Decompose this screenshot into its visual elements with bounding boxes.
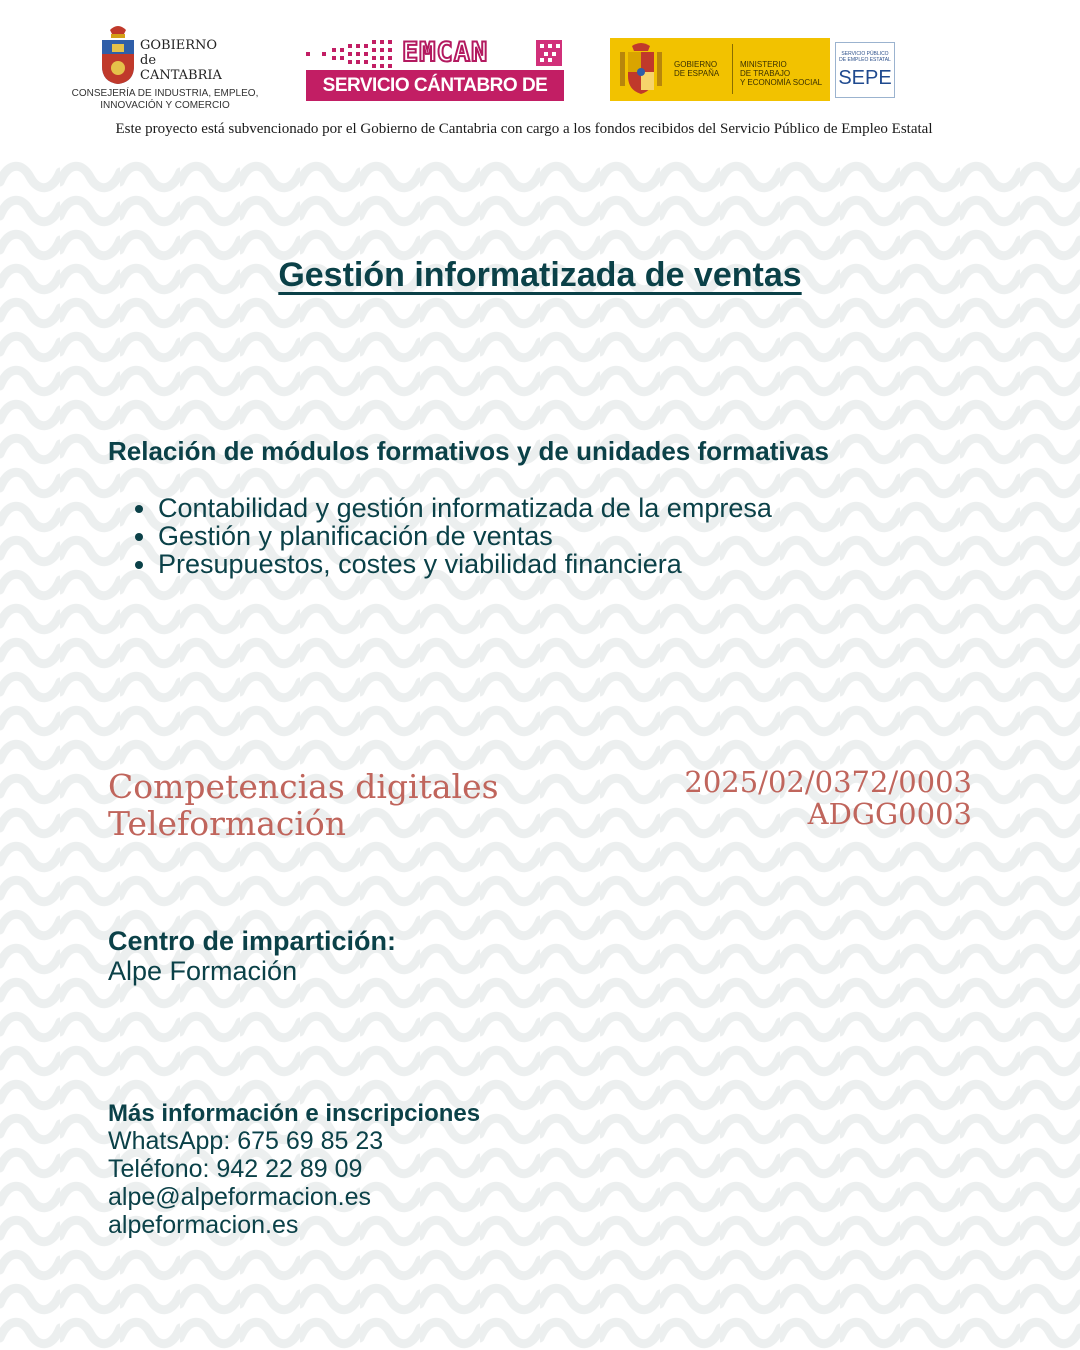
contact-website: alpeformacion.es xyxy=(108,1211,299,1239)
gobierno-espana-text xyxy=(674,60,719,78)
spain-coat-of-arms-icon xyxy=(618,42,664,96)
ministerio-line2: DE TRABAJO xyxy=(740,69,791,78)
sepe-small-text xyxy=(839,51,891,63)
emcan-logo xyxy=(306,37,564,127)
ministerio-text xyxy=(740,60,822,87)
cantabria-line3: CANTABRIA xyxy=(140,68,222,83)
module-item: • Contabilidad y gestión informatizada de la empresa xyxy=(158,494,772,522)
cantabria-text xyxy=(140,38,222,83)
logo-divider xyxy=(732,44,733,94)
course-category-block xyxy=(108,768,499,842)
consejeria-line1: CONSEJERÍA DE INDUSTRIA, EMPLEO, xyxy=(71,88,259,99)
gobierno-espana-line1: GOBIERNO xyxy=(674,60,718,69)
contact-whatsapp: WhatsApp: 675 69 85 23 xyxy=(108,1127,384,1155)
centre-heading: Centro de impartición: xyxy=(108,926,397,956)
contact-phone: Teléfono: 942 22 89 09 xyxy=(108,1155,363,1183)
contact-heading: Más información e inscripciones xyxy=(108,1100,481,1127)
course-code: ADGG0003 xyxy=(807,797,972,831)
logo-header xyxy=(0,0,1080,160)
ministerio-line1: MINISTERIO xyxy=(740,60,787,69)
course-codes-block xyxy=(684,766,972,830)
cantabria-line2: de xyxy=(140,53,157,68)
expedient-number: 2025/02/0372/0003 xyxy=(684,765,972,799)
cantabria-line1: GOBIERNO xyxy=(140,38,218,53)
sepe-wordmark: SEPE xyxy=(838,67,892,89)
contact-block xyxy=(108,1127,383,1239)
cantabria-shield-icon xyxy=(100,22,136,86)
course-title: Gestión informatizada de ventas xyxy=(278,256,802,294)
consejeria-text xyxy=(70,88,260,112)
module-item: • Gestión y planificación de ventas xyxy=(158,522,772,550)
sepe-logo xyxy=(835,42,895,98)
ministerio-line3: Y ECONOMÍA SOCIAL xyxy=(740,78,823,87)
course-modality: Teleformación xyxy=(108,804,347,843)
sepe-small-line1: SERVICIO PÚBLICO xyxy=(841,51,889,57)
funding-notice: Este proyecto está subvencionado por el Gobierno de Cantabria con cargo a los fondos recibidos del Servicio Público de Empleo Estatal xyxy=(115,121,933,137)
consejeria-line2: INNOVACIÓN Y COMERCIO xyxy=(100,100,230,111)
module-item: • Presupuestos, costes y viabilidad financiera xyxy=(158,550,772,578)
gobierno-espana-logo xyxy=(610,38,830,101)
course-category: Competencias digitales xyxy=(108,767,499,806)
gobierno-espana-line2: DE ESPAÑA xyxy=(674,69,720,78)
emcan-wordmark: EMCAN xyxy=(402,37,489,68)
modules-heading: Relación de módulos formativos y de unidades formativas xyxy=(108,436,829,466)
emcan-band: SERVICIO CÁNTABRO DE EMPLEO xyxy=(306,70,564,101)
gobierno-cantabria-logo xyxy=(70,22,260,114)
contact-email: alpe@alpeformacion.es xyxy=(108,1183,372,1211)
sepe-small-line2: DE EMPLEO ESTATAL xyxy=(839,57,891,63)
centre-name: Alpe Formación xyxy=(108,956,298,986)
modules-list xyxy=(130,494,772,578)
